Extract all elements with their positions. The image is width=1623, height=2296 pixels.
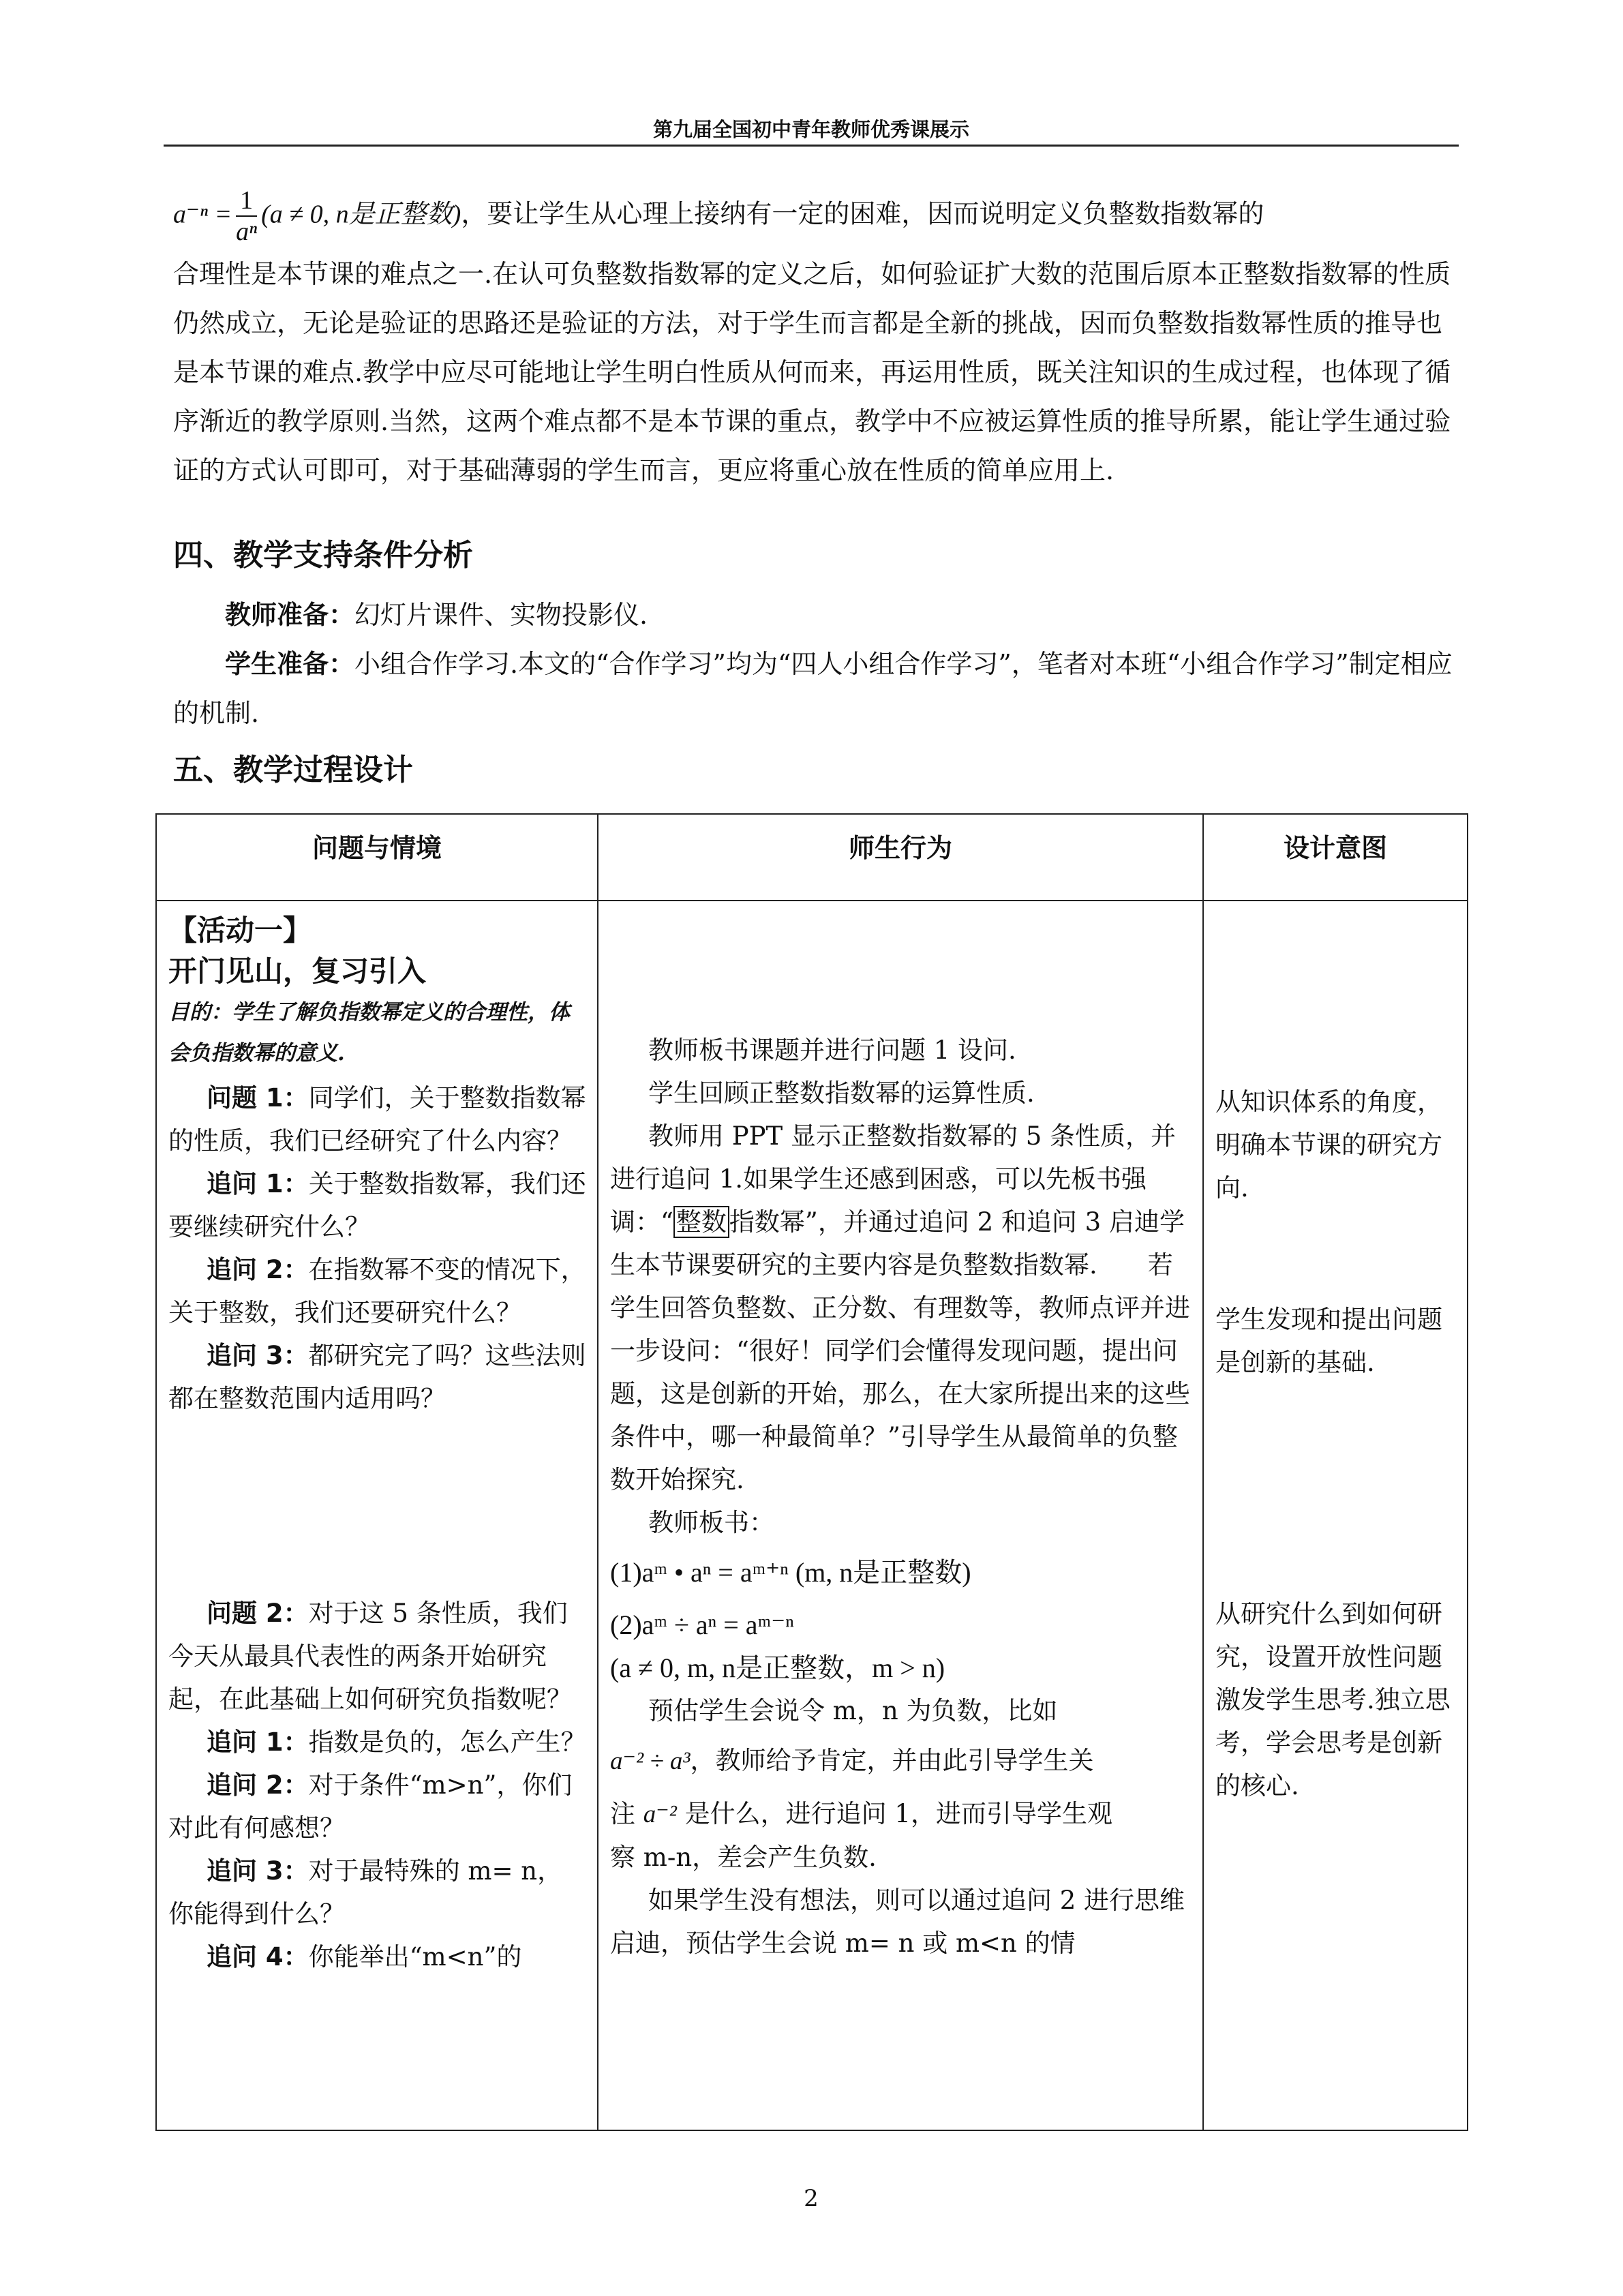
student-prep-label: 学生准备：: [225, 649, 355, 679]
q2-followup4-text: 你能举出“m<n”的: [308, 1942, 522, 1972]
q2-followup3-label: 追问 3：: [207, 1856, 309, 1886]
formula-inline-1: a⁻² ÷ a³: [610, 1747, 691, 1775]
behavior-p8: 察 m-n，差会产生负数.: [610, 1843, 877, 1872]
situation-cell: [157, 902, 596, 1978]
behavior-p2: 学生回顾正整数指数幂的运算性质.: [648, 1078, 1035, 1108]
behavior-p4: 教师板书：: [648, 1508, 774, 1537]
activity-subtitle: 开门见山，复习引入: [168, 954, 427, 988]
intent-1: 从知识体系的角度，明确本节课的研究方向.: [1215, 1087, 1442, 1203]
behavior-p7: 是什么，进行追问 1，进而引导学生观: [684, 1799, 1112, 1828]
q1-followup1-label: 追问 1：: [207, 1169, 309, 1198]
intent-3: 从研究什么到如何研究，设置开放性问题激发学生思考.独立思考，学会思考是创新的核心.: [1215, 1599, 1451, 1800]
teacher-prep-label: 教师准备：: [225, 600, 355, 630]
intent-2: 学生发现和提出问题是创新的基础.: [1215, 1305, 1442, 1377]
question2-text: 对于这 5 条性质，我们今天从最具代表性的两条开始研究起，在此基础上如何研究负指数呢？: [168, 1599, 572, 1714]
q2-followup4-label: 追问 4：: [207, 1942, 309, 1972]
activity-title: 【活动一】: [168, 913, 312, 947]
question2-label: 问题 2：: [207, 1599, 309, 1628]
intro-line1-text: ，要让学生从心理上接纳有一定的困难，因而说明定义负整数指数幂的: [461, 198, 1264, 229]
q2-followup1-text: 指数是负的，怎么产生？: [308, 1727, 586, 1757]
activity-goal: 目的：学生了解负指数幂定义的合理性，体会负指数幂的意义.: [168, 1000, 570, 1066]
table-row: [156, 901, 1468, 2130]
behavior-p9: 如果学生没有想法，则可以通过追问 2 进行思维启迪，预估学生会说 m= n 或 m<n 的情: [610, 1886, 1185, 1958]
question1-label: 问题 1：: [207, 1083, 309, 1113]
q1-followup3-text: 都研究完了吗？这些法则都在整数范围内适用吗？: [168, 1341, 586, 1413]
formula-condition: (a ≠ 0, n是正整数): [261, 200, 461, 229]
section5-title: 五、教学过程设计: [173, 753, 413, 787]
student-prep-text: 小组合作学习.本文的“合作学习”均为“四人小组合作学习”，笔者对本班“小组合作学习”制定相应的机制.: [173, 649, 1453, 728]
intro-paragraph: [173, 185, 1455, 495]
q1-followup1-text: 关于整数指数幂，我们还要继续研究什么？: [168, 1169, 586, 1241]
teacher-prep-text: 幻灯片课件、实物投影仪.: [354, 600, 648, 630]
q2-followup2-label: 追问 2：: [207, 1770, 309, 1800]
intent-cell: [1204, 902, 1466, 1807]
formula-numerator: 1: [236, 185, 257, 217]
behavior-p1: 教师板书课题并进行问题 1 设问.: [648, 1036, 1016, 1065]
behavior-p3a: 教师用 PPT 显示正整数指数幂的 5 条性质，并进行追问 1.如果学生还感到困惑，可以先板书强调：“: [610, 1121, 1177, 1237]
behavior-p5: 预估学生会说令 m，n 为负数，比如: [648, 1696, 1058, 1725]
formula-lhs: a⁻ⁿ =: [173, 200, 232, 229]
formula-fraction: [236, 185, 257, 247]
formula-inline-2: a⁻²: [643, 1800, 677, 1828]
intro-body-text: 合理性是本节课的难点之一.在认可负整数指数幂的定义之后，如何验证扩大数的范围后原本正整数指数幂的性质仍然成立，无论是验证的思路还是验证的方法，对于学生而言都是全新的挑战，因而负整数指数幂性质的推导也是本节课的难点.教学中应尽可能地让学生明白性质从何而来，再运用性质，既关注知识的生成过程，也体现了循序渐近的教学原则.当然，这两个难点都不是本节课的重点，教学中不应被运算性质的推导所累，能让学生通过验证的方式认可即可，对于基础薄弱的学生而言，更应将重心放在性质的简单应用上.: [173, 259, 1451, 485]
q1-followup2-label: 追问 2：: [207, 1255, 309, 1284]
behavior-cell: [599, 902, 1202, 1965]
question1-text: 同学们，关于整数指数幂的性质，我们已经研究了什么内容？: [168, 1083, 586, 1155]
behavior-p7-pre: 注: [610, 1799, 635, 1828]
table-header-row: [156, 814, 1468, 901]
section4-title: 四、教学支持条件分析: [173, 538, 473, 573]
q1-followup2-text: 在指数幂不变的情况下，关于整数，我们还要研究什么？: [168, 1255, 586, 1327]
section4-body: [173, 590, 1455, 738]
header-divider: [164, 145, 1459, 147]
q2-followup3-text: 对于最特殊的 m= n，你能得到什么？: [168, 1856, 563, 1929]
q1-followup3-label: 追问 3：: [207, 1341, 309, 1370]
boxed-word: 整数: [673, 1206, 729, 1238]
formula-1: (1)aᵐ • aⁿ = aᵐ⁺ⁿ (m, n是正整数): [610, 1557, 971, 1588]
page-number: 2: [804, 2185, 819, 2212]
header-intent: 设计意图: [1203, 814, 1468, 901]
process-table: [155, 813, 1468, 2131]
q2-followup2-text: 对于条件“m>n”，你们对此有何感想？: [168, 1770, 573, 1843]
formula-2: (2)aᵐ ÷ aⁿ = aᵐ⁻ⁿ: [610, 1610, 794, 1640]
page-header: 第九届全国初中青年教师优秀课展示: [652, 118, 969, 141]
formula-denominator: aⁿ: [236, 217, 258, 246]
header-behavior: 师生行为: [598, 814, 1203, 901]
formula-3: (a ≠ 0, m, n是正整数，m > n): [610, 1652, 945, 1683]
behavior-p6: ，教师给予肯定，并由此引导学生关: [690, 1746, 1094, 1775]
behavior-p3b: 指数幂”，并通过追问 2 和追问 3 启迪学生本节课要研究的主要内容是负整数指数幂. 若学生回答负整数、正分数、有理数等，教师点评并进一步设问：“很好！同学们会懂得发现问题，提出问题，这是创新的开始，那么，在大家所提出来的这些条件中，哪一种最简单？”引导学生从最简单的负整数开始探究.: [610, 1207, 1190, 1494]
q2-followup1-label: 追问 1：: [207, 1727, 309, 1757]
header-situation: 问题与情境: [156, 814, 598, 901]
